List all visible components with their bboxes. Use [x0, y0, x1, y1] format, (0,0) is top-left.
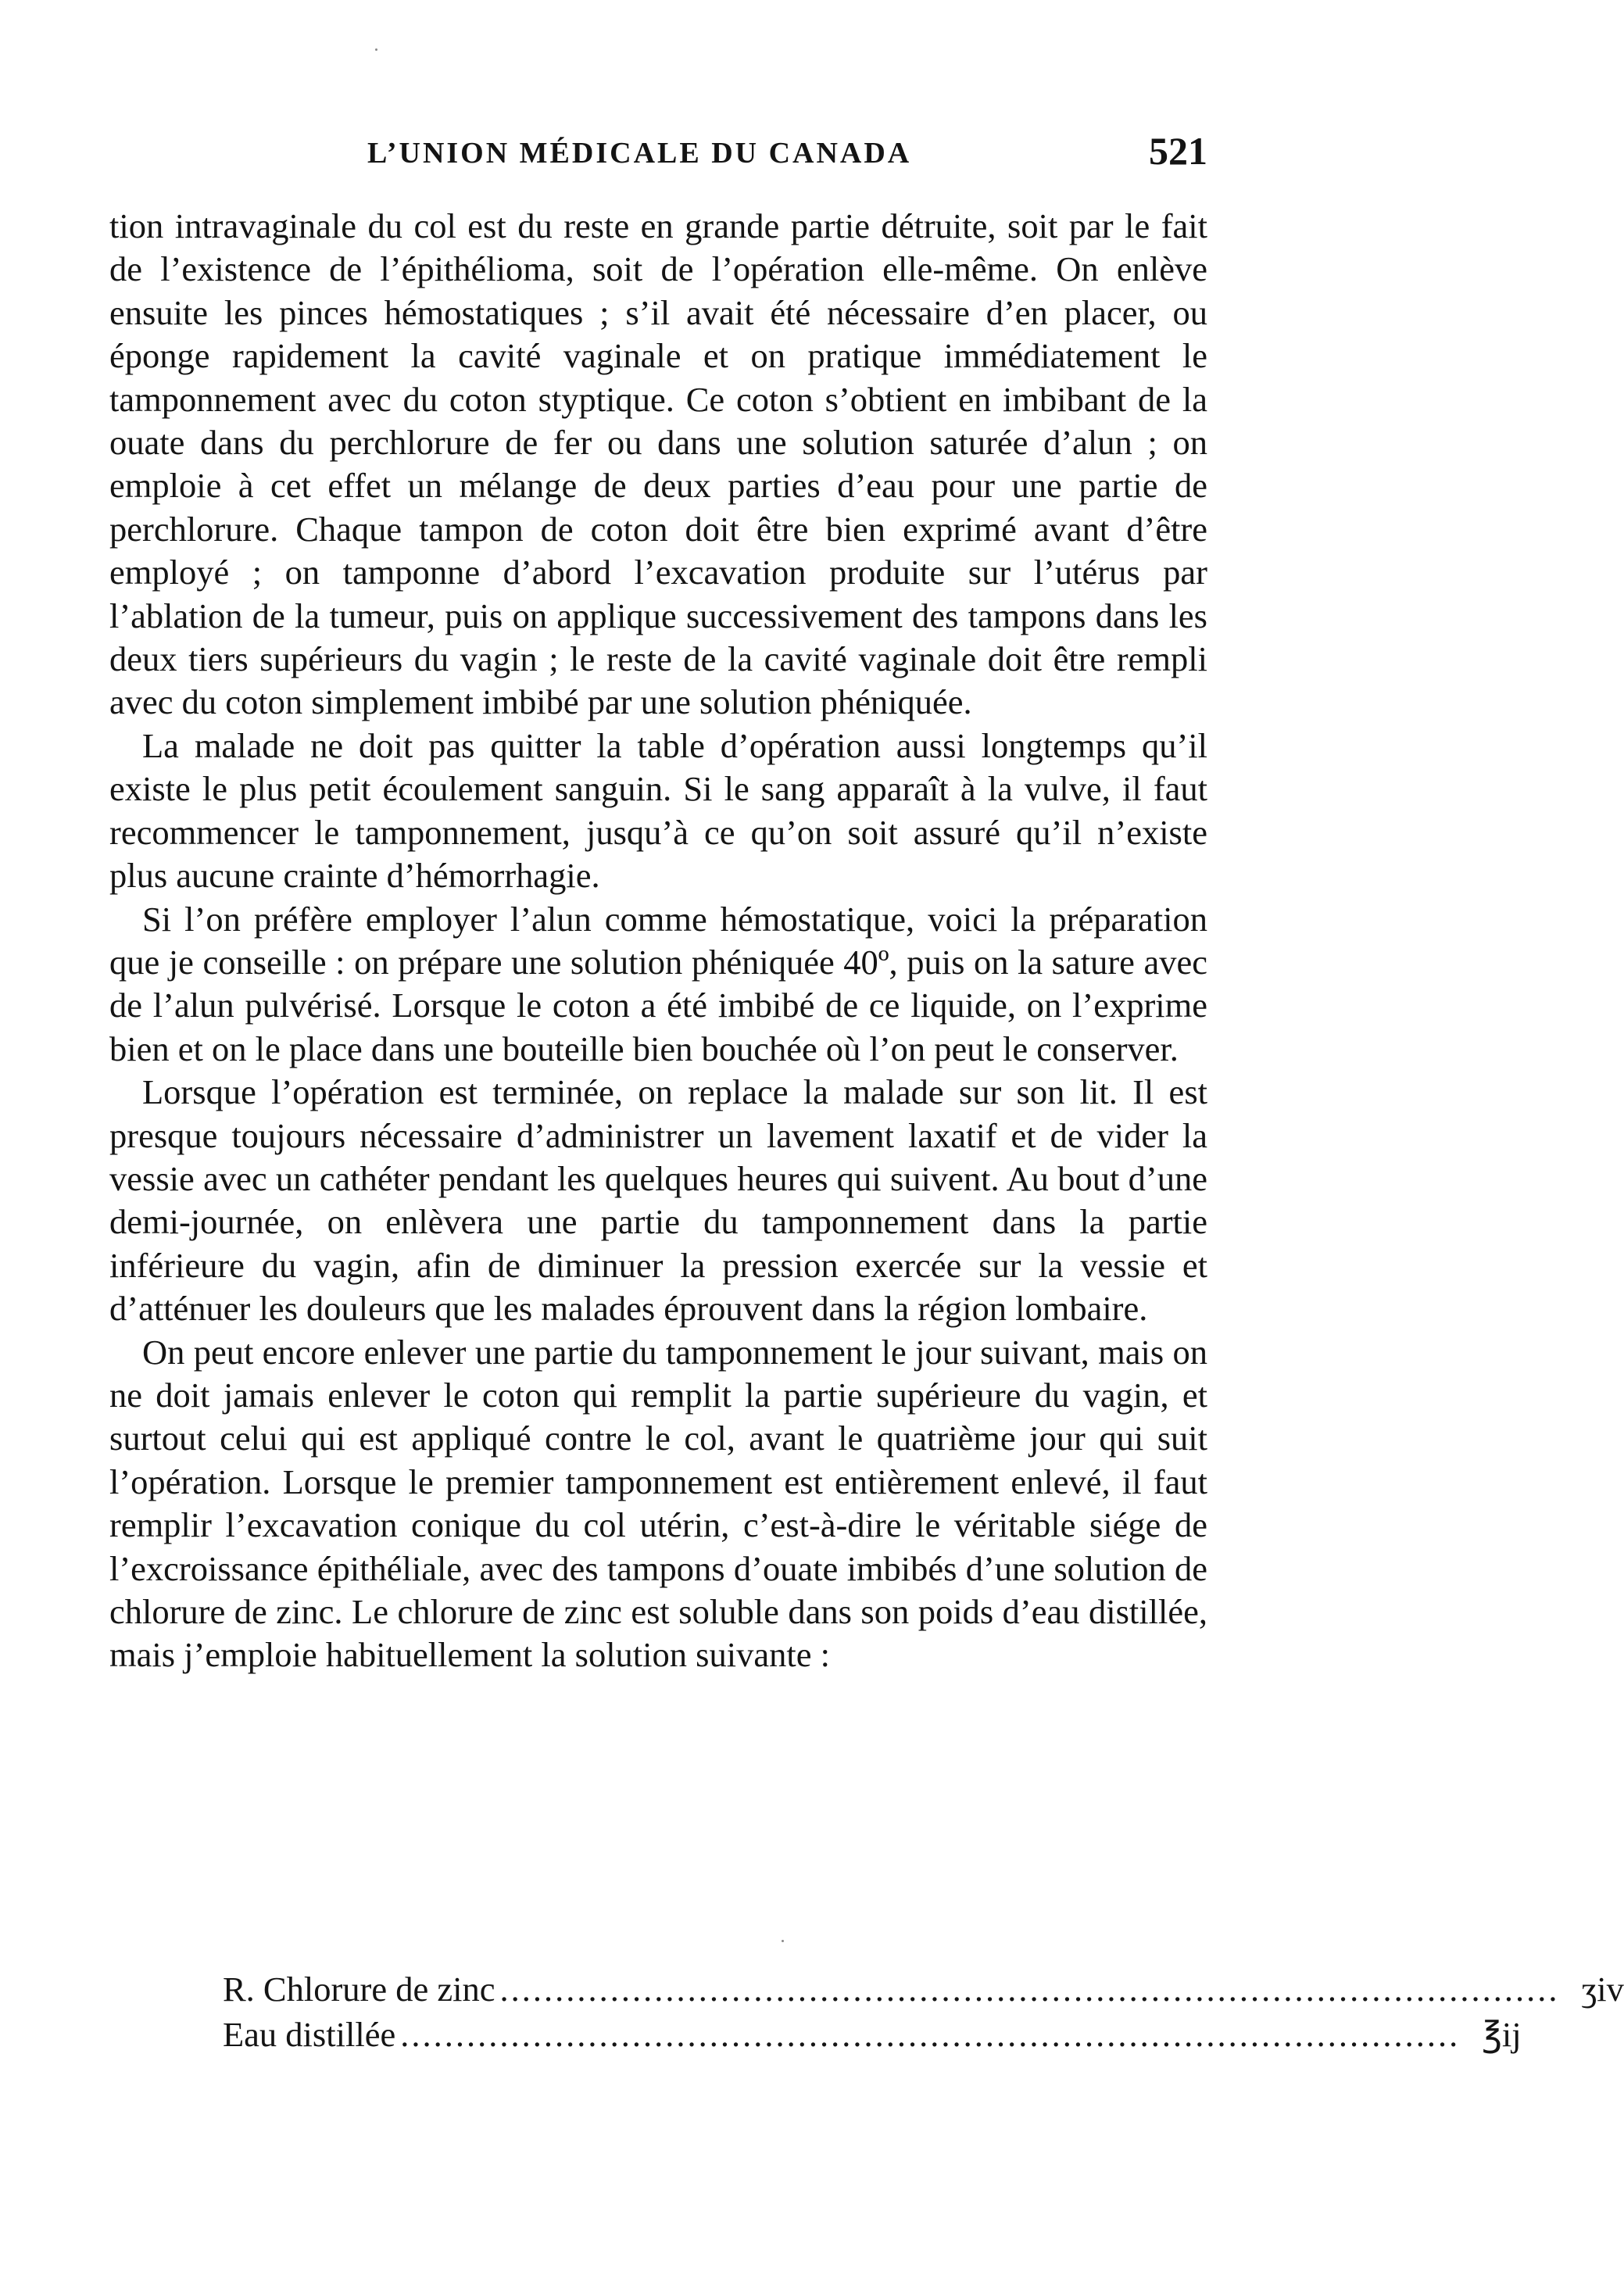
paragraph-2: La malade ne doit pas quitter la table d’opération aussi longtemps qu’il existe le plus petit écoulement sanguin. Si le sang apparaît à la vulve, il faut recommencer le tamponnement, jusqu’à ce qu’on soit assuré qu’il n’existe plus aucune crainte d’hémorrhagie. — [109, 725, 1207, 896]
running-title: L’UNION MÉDICALE DU CANADA — [367, 137, 912, 170]
prescription-row — [223, 1966, 1624, 2012]
prescription-row — [223, 2012, 1522, 2057]
page-number: 521 — [1149, 129, 1207, 173]
paragraph-3: Si l’on préfère employer l’alun comme hémostatique, voici la préparation que je conseille : on prépare une solution phéniquée 40º, puis on la sature avec de l’alun pulvérisé. Lorsque le coton a été imbibé de ce liquide, on l’exprime bien et on le place dans une bouteille bien bouchée où l’on peut le conserver. — [109, 899, 1207, 1068]
body-text — [109, 205, 1207, 1677]
prescription-ingredient: Eau distillée — [223, 2015, 396, 2054]
dot-leader: ................................................................................................ — [499, 1970, 1560, 2009]
scan-speck — [782, 1940, 784, 1942]
prescription-dose: ℥ij — [1482, 2015, 1522, 2054]
paragraph-1: tion intravaginale du col est du reste en grande partie détruite, soit par le fait de l’existence de l’épithélioma, soit de l’opération elle-même. On enlève ensuite les pinces hémostatiques ; s’il avait été nécessaire d’en placer, ou éponge rapidement la cavité vaginale et on pratique immédiatement le tamponnement avec du coton styptique. Ce coton s’obtient en imbibant de la ouate dans du perchlorure de fer ou dans une solution saturée d’alun ; on emploie à cet effet un mélange de deux parties d’eau pour une partie de perchlorure. Chaque tampon de coton doit être bien exprimé avant d’être employé ; on tamponne d’abord l’excavation produite sur l’utérus par l’ablation de la tumeur, puis on applique successivement des tampons dans les deux tiers supérieurs du vagin ; le reste de la cavité vaginale doit être rempli avec du coton simplement imbibé par une solution phéniquée. — [109, 206, 1207, 722]
paragraph-4: Lorsque l’opération est terminée, on replace la malade sur son lit. Il est presque toujours nécessaire d’administrer un lavement laxatif et de vider la vessie avec un cathéter pendant les quelques heures qui suivent. Au bout d’une demi-journée, on enlèvera une partie du tamponnement dans la partie inférieure du vagin, afin de diminuer la pression exercée sur la vessie et d’atténuer les douleurs que les malades éprouvent dans la région lombaire. — [109, 1072, 1207, 1329]
dot-leader: ................................................................................................ — [400, 2015, 1461, 2054]
prescription-table — [223, 1966, 1624, 2057]
page-header — [109, 125, 1207, 188]
prescription-dose: ʒiv — [1581, 1970, 1624, 2009]
scan-speck — [375, 48, 377, 51]
paragraph-5: On peut encore enlever une partie du tamponnement le jour suivant, mais on ne doit jamais enlever le coton qui remplit la partie supérieure du vagin, et surtout celui qui est appliqué contre le col, avant le quatrième jour qui suit l’opération. Lorsque le premier tamponnement est entièrement enlevé, il faut remplir l’excavation conique du col utérin, c’est-à-dire le véritable siége de l’excroissance épithéliale, avec des tampons d’ouate imbibés d’une solution de chlorure de zinc. Le chlorure de zinc est soluble dans son poids d’eau distillée, mais j’emploie habituellement la solution suivante : — [109, 1332, 1207, 1675]
prescription-ingredient: R. Chlorure de zinc — [223, 1970, 495, 2009]
